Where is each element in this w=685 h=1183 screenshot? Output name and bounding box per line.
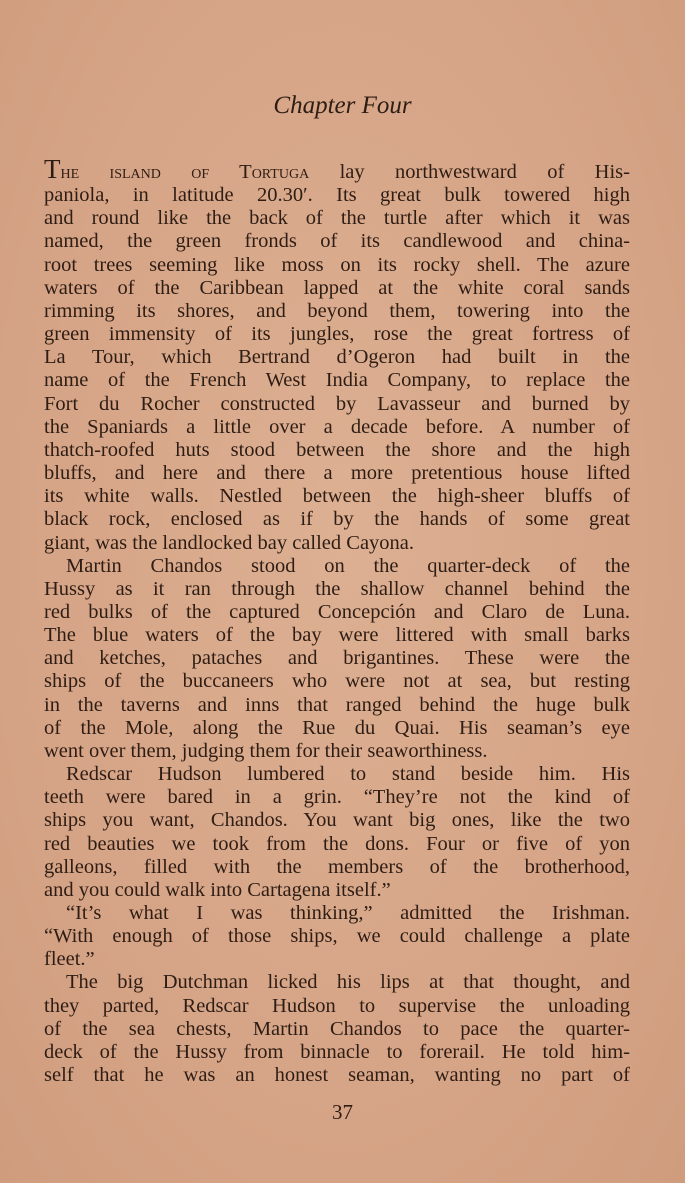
text-line: ships of the buccaneers who were not at sea, but resting [44,670,630,693]
text-line: the Spaniards a little over a decade before. A number of [44,415,630,438]
text-line: black rock, enclosed as if by the hands of some great [44,508,630,531]
text-line: La Tour, which Bertrand d’Ogeron had built in the [44,346,630,369]
text-line: and ketches, pataches and brigantines. These were the [44,647,630,670]
chapter-title: Chapter Four [273,92,412,119]
text-line: “It’s what I was thinking,” admitted the Irishman. [66,902,630,924]
text-line: root trees seeming like moss on its rocky shell. The azure [44,253,630,276]
text-line: in the taverns and inns that ranged behind the huge bulk [44,693,630,716]
text-line: and you could walk into Cartagena itself.” [44,878,391,901]
page-number: 37 [332,1100,353,1124]
text-line: deck of the Hussy from binnacle to forerail. He told him- [44,1040,630,1063]
body-text [44,154,630,1087]
text-line: Redscar Hudson lumbered to stand beside him. His [66,763,630,786]
text-line: waters of the Caribbean lapped at the white coral sands [44,276,630,299]
text-line: went over them, judging them for their seaworthiness. [44,739,488,762]
text-line: named, the green fronds of its candlewood and china- [44,230,630,253]
text-line: bluffs, and here and there a more pretentious house lifted [44,462,630,485]
text-line: teeth were bared in a grin. “They’re not the kind of [44,786,630,809]
text-line: ships you want, Chandos. You want big ones, like the two [44,809,630,832]
text-line: name of the French West India Company, to replace the [44,369,630,392]
text-line: they parted, Redscar Hudson to supervise the unloading [44,994,630,1017]
text-line: and round like the back of the turtle after which it was [44,207,630,230]
opening-initial: T [44,154,61,184]
opening-small-caps: he island of Tortuga [60,161,310,183]
text-line: Martin Chandos stood on the quarter-deck of the [66,554,630,577]
text-line: green immensity of its jungles, rose the great fortress of [44,323,630,346]
text-line: of the Mole, along the Rue du Quai. His seaman’s eye [44,716,630,739]
text-line: red beauties we took from the dons. Four or five of yon [44,832,630,855]
text-line: red bulks of the captured Concepción and Claro de Luna. [44,600,630,623]
text-line: “With enough of those ships, we could challenge a plate [44,925,630,948]
text-line: galleons, filled with the members of the brotherhood, [44,855,630,878]
text-line: The blue waters of the bay were littered with small barks [44,624,630,647]
text-line: thatch-roofed huts stood between the shore and the high [44,438,630,461]
text-line: giant, was the landlocked bay called Cayona. [44,531,415,554]
text-line [44,154,630,184]
text-line: The big Dutchman licked his lips at that thought, and [66,971,630,994]
text-line: of the sea chests, Martin Chandos to pace the quarter- [44,1017,630,1040]
opening-line-text: lay northwestward of His- [309,161,630,183]
text-line: Hussy as it ran through the shallow channel behind the [44,577,630,600]
text-line: its white walls. Nestled between the high-sheer bluffs of [44,485,630,508]
text-line: self that he was an honest seaman, wanting no part of [44,1064,630,1087]
text-line: rimming its shores, and beyond them, towering into the [44,299,630,322]
text-line: Fort du Rocher constructed by Lavasseur and burned by [44,392,630,415]
text-line: fleet.” [44,948,95,971]
text-line: paniola, in latitude 20.30′. Its great bulk towered high [44,184,630,207]
